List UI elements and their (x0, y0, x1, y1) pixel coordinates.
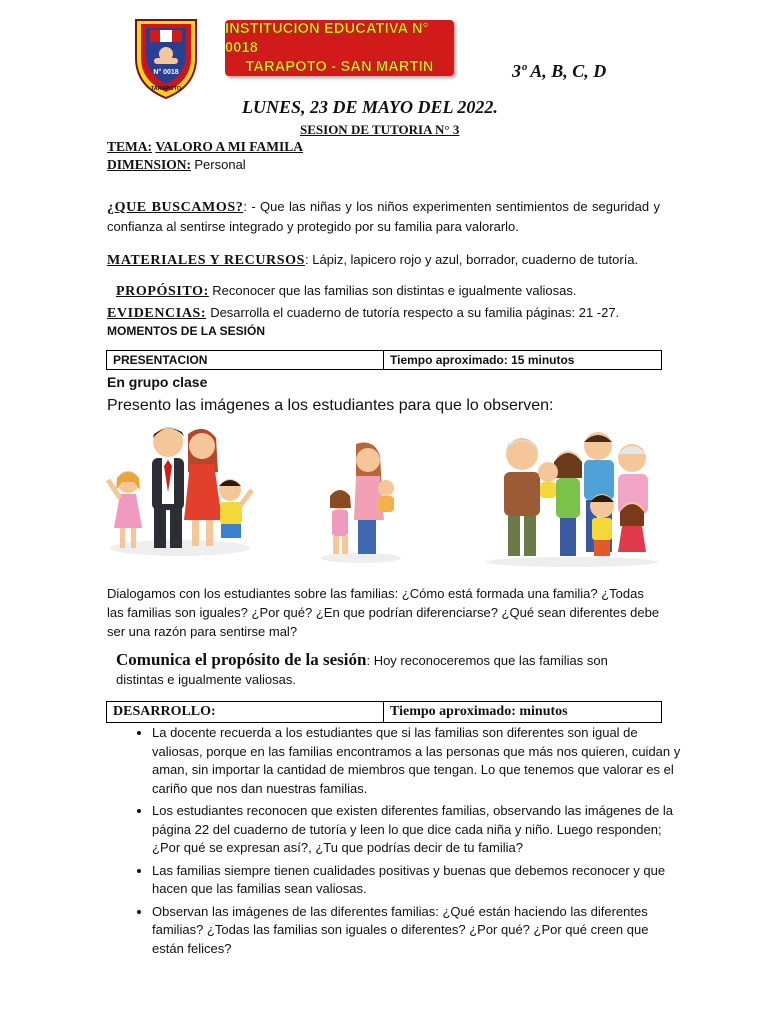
institution-location: TARAPOTO - SAN MARTIN (245, 58, 434, 75)
list-item: • Observan las imágenes de las diferentes familias: ¿Qué están haciendo las diferentes familias? ¿Todas las familias son iguales o diferentes? ¿Por qué? ¿Por qué creen que están felices? (152, 903, 682, 959)
presentacion-time-cell: Tiempo aproximado: 15 minutos (384, 351, 662, 370)
dimension-line (107, 157, 246, 173)
presento-text: Presento las imágenes a los estudiantes para que lo observen: (107, 397, 554, 414)
materiales-text: : Lápiz, lapicero rojo y azul, borrador, cuaderno de tutoría. (305, 252, 639, 267)
list-item: • Las familias siempre tienen cualidades positivas y buenas que debemos reconocer y que hacen que las familias sean valiosas. (152, 862, 682, 899)
tema-value: VALORO A MI FAMILA (155, 139, 304, 154)
evidencias-line (107, 303, 619, 322)
desarrollo-cell: DESARROLLO: (107, 702, 384, 723)
evidencias-label: EVIDENCIAS: (107, 306, 207, 321)
tema-line (107, 139, 303, 155)
school-crest-logo (132, 14, 200, 100)
comunica-paragraph (116, 650, 656, 689)
family-image-mother-two-children (318, 440, 404, 564)
que-buscamos-paragraph (107, 197, 660, 236)
crest-city: TARAPOTO (150, 86, 182, 92)
family-image-parents-two-children (104, 420, 256, 560)
comunica-title: Comunica el propósito de la sesión (116, 650, 367, 669)
desarrollo-table (106, 701, 662, 723)
presentacion-table (106, 350, 662, 370)
tema-label: TEMA: (107, 139, 152, 154)
desarrollo-bullet-list (130, 724, 682, 962)
list-item: • Los estudiantes reconocen que existen diferentes familias, observando las imágenes de la página 22 del cuaderno de tutoría y leen lo que dice cada niña y niño. Luego responden; ¿Por qué se expresan así?, ¿Tu que podrías decir de tu familia? (152, 802, 682, 858)
institution-name: INSTITUCION EDUCATIVA N° 0018 (225, 20, 429, 56)
dimension-value: Personal (194, 157, 246, 172)
grupo-clase-heading: En grupo clase (107, 374, 208, 390)
crest-number: N° 0018 (153, 69, 179, 76)
desarrollo-time-cell: Tiempo aproximado: minutos (384, 702, 662, 723)
que-buscamos-text: : - Que las niñas y los niños experimenten sentimientos de seguridad y confianza al sentirse integrado y protegido por su familia para valorarlo. (107, 199, 660, 234)
materiales-label: MATERIALES Y RECURSOS (107, 253, 306, 268)
evidencias-text: Desarrolla el cuaderno de tutoría respecto a su familia páginas: 21 -27. (210, 305, 620, 320)
presentacion-cell: PRESENTACION (107, 351, 384, 370)
list-item: • La docente recuerda a los estudiantes que si las familias son diferentes son igual de valiosas, porque en las familias encontramos a las personas que más nos quieren, cuidan y aman, sin importar la cantidad de miembros que tengan. Lo que tenemos que valorar es el cariño que nos dan nuestras familias. (152, 724, 682, 798)
momentos-title: MOMENTOS DE LA SESIÓN (107, 324, 266, 338)
grades-label: 3º A, B, C, D (512, 61, 607, 81)
dialogamos-paragraph: Dialogamos con los estudiantes sobre las familias: ¿Cómo está formada una familia? ¿Todas las familias son iguales? ¿Por qué? ¿En que podrían diferenciarse? ¿Qué sean diferentes debe ser una razón para sentirse mal? (107, 586, 660, 639)
proposito-label: PROPÓSITO: (116, 284, 209, 299)
materiales-paragraph (107, 250, 667, 270)
proposito-text: Reconocer que las familias son distintas e igualmente valiosas. (212, 283, 577, 298)
proposito-line (116, 283, 576, 300)
dimension-label: DIMENSION: (107, 157, 192, 172)
comunica-text: : Hoy reconoceremos que las familias son distintas e igualmente valiosas. (116, 653, 608, 687)
family-image-extended-family (482, 428, 662, 568)
institution-banner (225, 20, 454, 76)
session-date: LUNES, 23 DE MAYO DEL 2022. (242, 97, 498, 117)
que-buscamos-label: ¿QUE BUSCAMOS? (107, 200, 244, 215)
session-title: SESION DE TUTORIA N° 3 (300, 122, 460, 137)
